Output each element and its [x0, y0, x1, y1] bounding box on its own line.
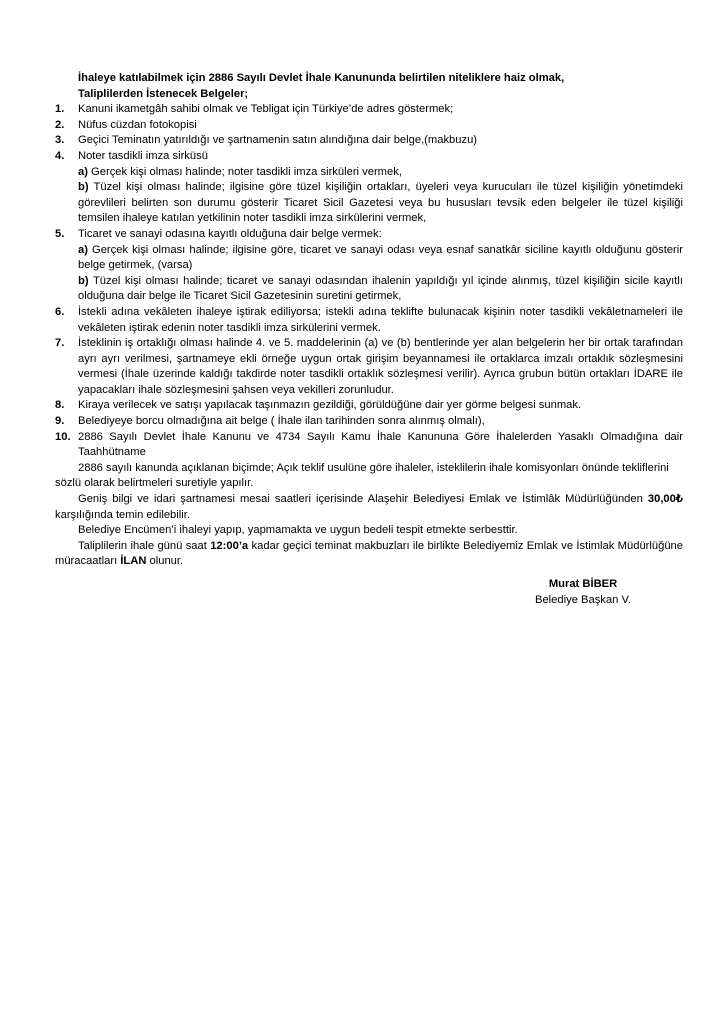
paragraph-procedure: 2886 sayılı kanunda açıklanan biçimde; Açık teklif usulüne göre ihaleler, isteklilerin ihale komisyonları önünde tekliflerini [78, 461, 669, 474]
item-number: 7. [55, 337, 65, 350]
item-number: 10. [55, 430, 71, 443]
sub-item-a [78, 165, 683, 181]
item-text: Ticaret ve sanayi odasına kayıtlı olduğuna dair belge vermek: [78, 227, 382, 240]
signature-block [528, 577, 638, 608]
spec-fee: 30,00₺ [647, 493, 683, 506]
item-number: 9. [55, 415, 65, 428]
sub-label: b) [78, 181, 89, 194]
item-number: 5. [55, 227, 65, 240]
item-number: 4. [55, 149, 65, 162]
app-text-mid: kadar geçici teminat makbuzları ile birlikte Belediyemiz Emlak ve İstimlak Müdürlüğüne müracaatları [55, 539, 683, 568]
sub-text: Gerçek kişi olması halinde; ilgisine göre, ticaret ve sanayi odası veya esnaf sanatkâr siciline kayıtlı olduğunu gösterir belge getirmek, (varsa) [78, 243, 683, 272]
sub-item-a [78, 243, 683, 274]
item-text: Geçici Teminatın yatırıldığı ve şartnamenin satın alındığına dair belge,(makbuzu) [78, 134, 478, 147]
signatory-name: Murat BİBER [548, 578, 618, 590]
spec-text-end: karşılığında temin edilebilir. [55, 508, 190, 521]
item-text: Kiraya verilecek ve satışı yapılacak taşınmazın gezildiği, görüldüğüne dair yer görme belgesi sunmak. [78, 399, 582, 412]
list-item [55, 398, 683, 414]
paragraph-council: Belediye Encümen’i ihaleyi yapıp, yapmamakta ve uygun bedeli tespit etmekte serbesttir. [78, 524, 518, 537]
app-text-end: olunur. [146, 555, 184, 568]
heading-line-2: Taliplilerden İstenecek Belgeler; [78, 87, 249, 100]
list-item [55, 102, 683, 118]
item-number: 1. [55, 103, 65, 116]
item-text: 2886 Sayılı Devlet İhale Kanunu ve 4734 Sayılı Kamu İhale Kanununa Göre İhalelerden Yasaklı Olmadığına dair Taahhütname [78, 430, 683, 459]
sub-text: Tüzel kişi olması halinde; ticaret ve sanayi odasından ihalenin yapıldığı yıl içinde alınmış, tüzel kişiliğin sicile kayıtlı olduğuna dair belge ile Ticaret Sicil Gazetesinin suretini getirmek, [78, 274, 683, 303]
list-item [55, 414, 683, 430]
list-item [55, 305, 683, 336]
app-ilan: İLAN [120, 555, 147, 568]
item-text: İsteklinin iş ortaklığı olması halinde 4. ve 5. maddelerinin (a) ve (b) bentlerinde yer alan belgelerin her bir ortak tarafından ayrı ayrı verilmesi, şartnameye ekli örneğe uygun ortak girişim beyannamesi ile ortaklarca imzalı ortaklık sözleşmesini vermesi (İhale üzerinde kaldığı takdirde noter tasdikli ortaklık sözleşmesi verilir). Ayrıca grubun bütün ortakları İDARE ile yapacakları ihale sözleşmesini şahsen veya vekilleri zorunludur. [78, 337, 683, 396]
sub-item-b [78, 274, 683, 305]
item-number: 8. [55, 399, 65, 412]
item-text: Belediyeye borcu olmadığına ait belge ( İhale ilan tarihinden sonra alınmış olmalı), [78, 415, 485, 428]
paragraph-application [55, 539, 683, 570]
signatory-title: Belediye Başkan V. [535, 593, 631, 606]
app-time: 12:00’a [210, 539, 249, 552]
item-number: 3. [55, 134, 65, 147]
spec-text: Geniş bilgi ve idari şartnamesi mesai saatleri içerisinde Alaşehir Belediyesi Emlak ve İstimlâk Müdürlüğünden [78, 493, 648, 506]
item-number: 6. [55, 305, 65, 318]
list-item [55, 227, 683, 305]
item-text: İstekli adına vekâleten ihaleye iştirak ediliyorsa; istekli adına teklifte bulunacak kişinin noter tasdikli vekâletnameleri ile vekâleten iştirak edenin noter tasdikli imza sirkülerini vermek. [78, 305, 683, 334]
item-text: Noter tasdikli imza sirküsü [78, 149, 208, 162]
sub-label: b) [78, 274, 89, 287]
document-body [55, 71, 683, 570]
sub-text: Gerçek kişi olması halinde; noter tasdikli imza sirküleri vermek, [87, 165, 402, 178]
item-text: Nüfus cüzdan fotokopisi [78, 118, 197, 131]
sub-label: a) [78, 165, 88, 178]
sub-item-b [78, 180, 683, 227]
list-item [55, 336, 683, 398]
heading-line-1: İhaleye katılabilmek için 2886 Sayılı Devlet İhale Kanununda belirtilen niteliklere haiz olmak, [78, 72, 565, 84]
list-item [55, 430, 683, 461]
sub-label: a) [78, 243, 88, 256]
item-number: 2. [55, 118, 65, 131]
list-item [55, 133, 683, 149]
list-item [55, 118, 683, 134]
list-item [55, 149, 683, 227]
paragraph-specification [55, 492, 683, 523]
paragraph-procedure-cont: sözlü olarak belirtmeleri suretiyle yapılır. [55, 477, 254, 490]
app-text: Taliplilerin ihale günü saat [78, 539, 211, 552]
heading [55, 71, 683, 102]
sub-text: Tüzel kişi olması halinde; ilgisine göre tüzel kişiliğin ortakları, üyeleri veya kurucuları ile tüzel kişiliğin yönetimdeki görevlileri belirten son durumu gösterir Ticaret Sicil Gazetesi veya bu hususları tevsik eden belgeler ile tüzel kişiliği temsilen ihaleye katılan yetkilinin noter tasdikli imza sirkülerini vermek, [78, 181, 683, 225]
item-text: Kanuni ikametgâh sahibi olmak ve Tebligat için Türkiye’de adres göstermek; [78, 103, 454, 116]
